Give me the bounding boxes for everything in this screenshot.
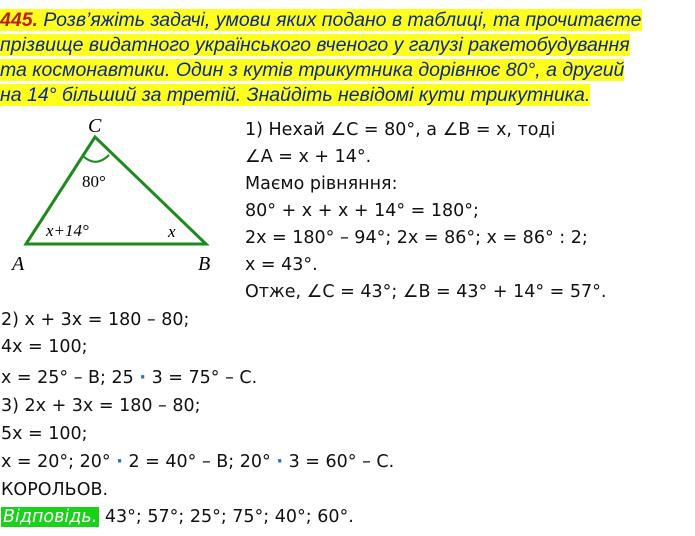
problem-statement <box>0 8 690 108</box>
solution2-line-3-part-b: 3 = 75° – C. <box>151 368 258 388</box>
problem-text-line-4: на 14° більший за третій. Знайдіть невідомі кути трикутника. <box>0 84 591 106</box>
answer-label: Відповідь. <box>3 507 98 527</box>
answer-value: 43°; 57°; 25°; 75°; 40°; 60°. <box>104 507 354 527</box>
solution2-line-3-part-a: x = 25° – B; 25 <box>1 368 134 388</box>
answer-line <box>1 507 354 527</box>
solution3-line-1: 3) 2x + 3x = 180 – 80; <box>1 396 201 416</box>
solution2-line-2: 4x = 100; <box>1 337 88 357</box>
angle-b-value: x <box>168 222 176 241</box>
solution1-line-7: Отже, ∠C = 43°; ∠B = 43° + 14° = 57°. <box>245 282 607 302</box>
solution3-line-3-part-b: 2 = 40° – B; 20° <box>128 452 271 472</box>
problem-text-line-3: та космонавтики. Один з кутів трикутника дорівнює 80°, а другий <box>0 59 625 81</box>
solution2-line-3 <box>1 368 257 388</box>
vertex-a-label: A <box>12 253 25 275</box>
solution3-line-3 <box>1 452 394 472</box>
problem-number: 445. <box>0 9 38 31</box>
solution2-line-1: 2) x + 3x = 180 – 80; <box>1 310 190 330</box>
multiplication-dot: · <box>116 452 123 472</box>
multiplication-dot: · <box>139 368 147 388</box>
solution3-line-3-part-a: x = 20°; 20° <box>1 452 111 472</box>
angle-c-value: 80° <box>82 172 106 191</box>
vertex-b-label: B <box>198 253 211 275</box>
problem-text-line-2: прізвище видатного українського вченого у галузі ракетобудування <box>0 34 630 56</box>
problem-text-line-1: Розв’яжіть задачі, умови яких подано в таблиці, та прочитаєте <box>43 9 642 31</box>
multiplication-dot: · <box>276 452 283 472</box>
solution1-line-6: x = 43°. <box>245 255 318 275</box>
angle-c-arc <box>83 155 109 162</box>
solution1-line-5: 2x = 180° – 94°; 2x = 86°; x = 86° : 2; <box>245 228 588 248</box>
solution3-line-3-part-c: 3 = 60° – C. <box>288 452 395 472</box>
solution1-line-3: Маємо рівняння: <box>245 174 398 194</box>
triangle-figure <box>8 112 233 277</box>
solution3-line-2: 5x = 100; <box>1 424 88 444</box>
surname: КОРОЛЬОВ. <box>1 480 109 500</box>
solution1-line-2: ∠A = x + 14°. <box>245 147 372 167</box>
solution1-line-1: 1) Нехай ∠C = 80°, а ∠B = x, тоді <box>245 120 556 140</box>
solution1-line-4: 80° + x + x + 14° = 180°; <box>245 201 479 221</box>
vertex-c-label: C <box>88 115 102 137</box>
angle-a-value: x+14° <box>46 221 89 240</box>
